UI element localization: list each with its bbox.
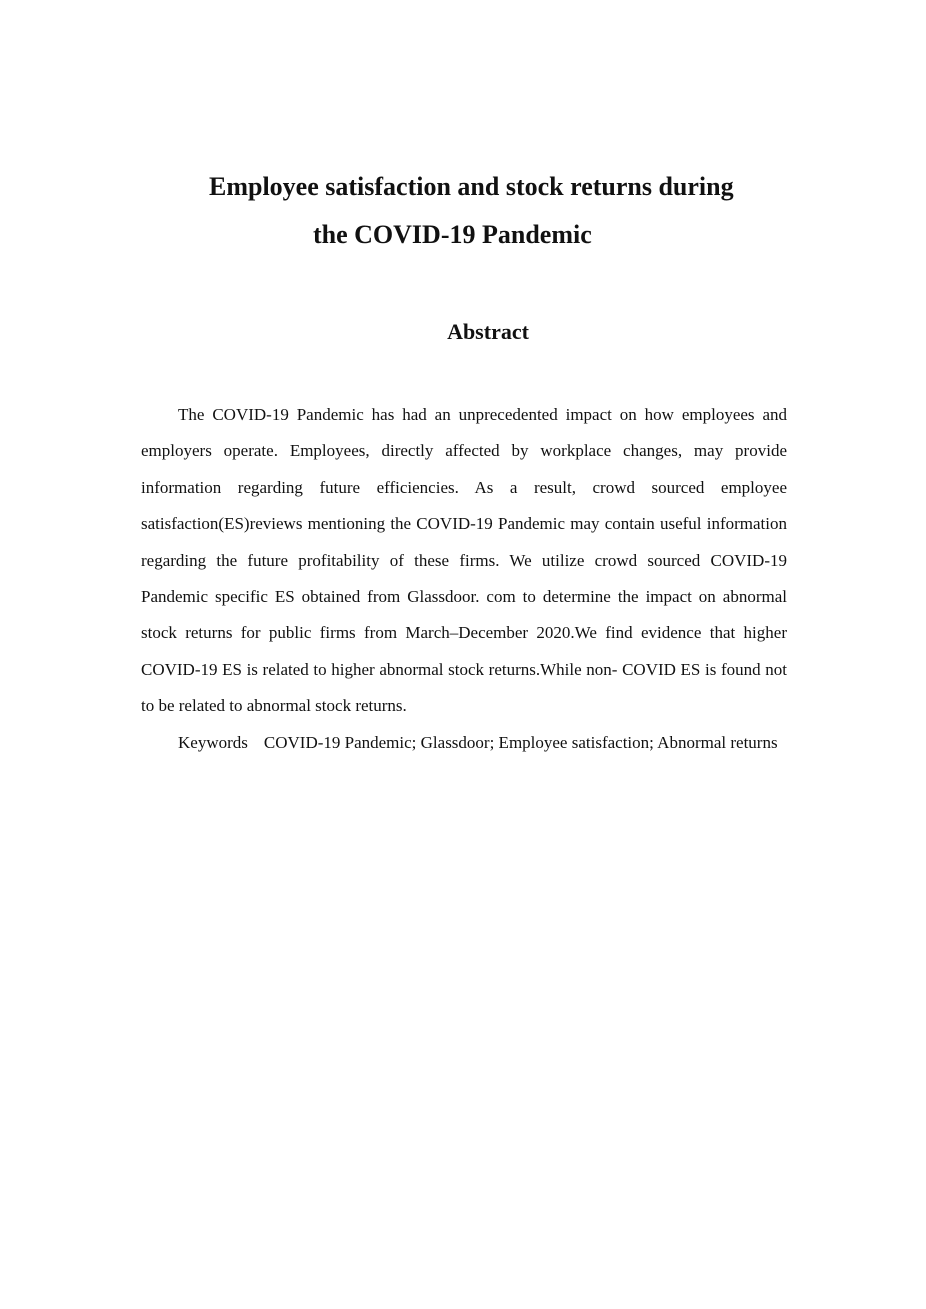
paper-title-line-2: the COVID-19 Pandemic [313,220,592,249]
abstract-section [141,397,787,761]
keywords-paragraph [141,725,787,761]
keywords-text: COVID-19 Pandemic; Glassdoor; Employee satisfaction; Abnormal returns [263,732,778,752]
keywords-label: Keywords [178,732,248,752]
paper-title-line-1: Employee satisfaction and stock returns during [209,172,734,201]
abstract-heading: Abstract [447,319,529,344]
abstract-paragraph: The COVID-19 Pandemic has had an unprecedented impact on how employees and employers operate. Employees, directly affected by workplace changes, may provide information regarding future efficiencies. As a result, crowd sourced employee satisfaction(ES)reviews mentioning the COVID-19 Pandemic may contain useful information regarding the future profitability of these firms. We utilize crowd sourced COVID-19 Pandemic specific ES obtained from Glassdoor. com to determine the impact on abnormal stock returns for public firms from March–December 2020.We find evidence that higher COVID-19 ES is related to higher abnormal stock returns.While non- COVID ES is found not to be related to abnormal stock returns. [141,405,787,716]
